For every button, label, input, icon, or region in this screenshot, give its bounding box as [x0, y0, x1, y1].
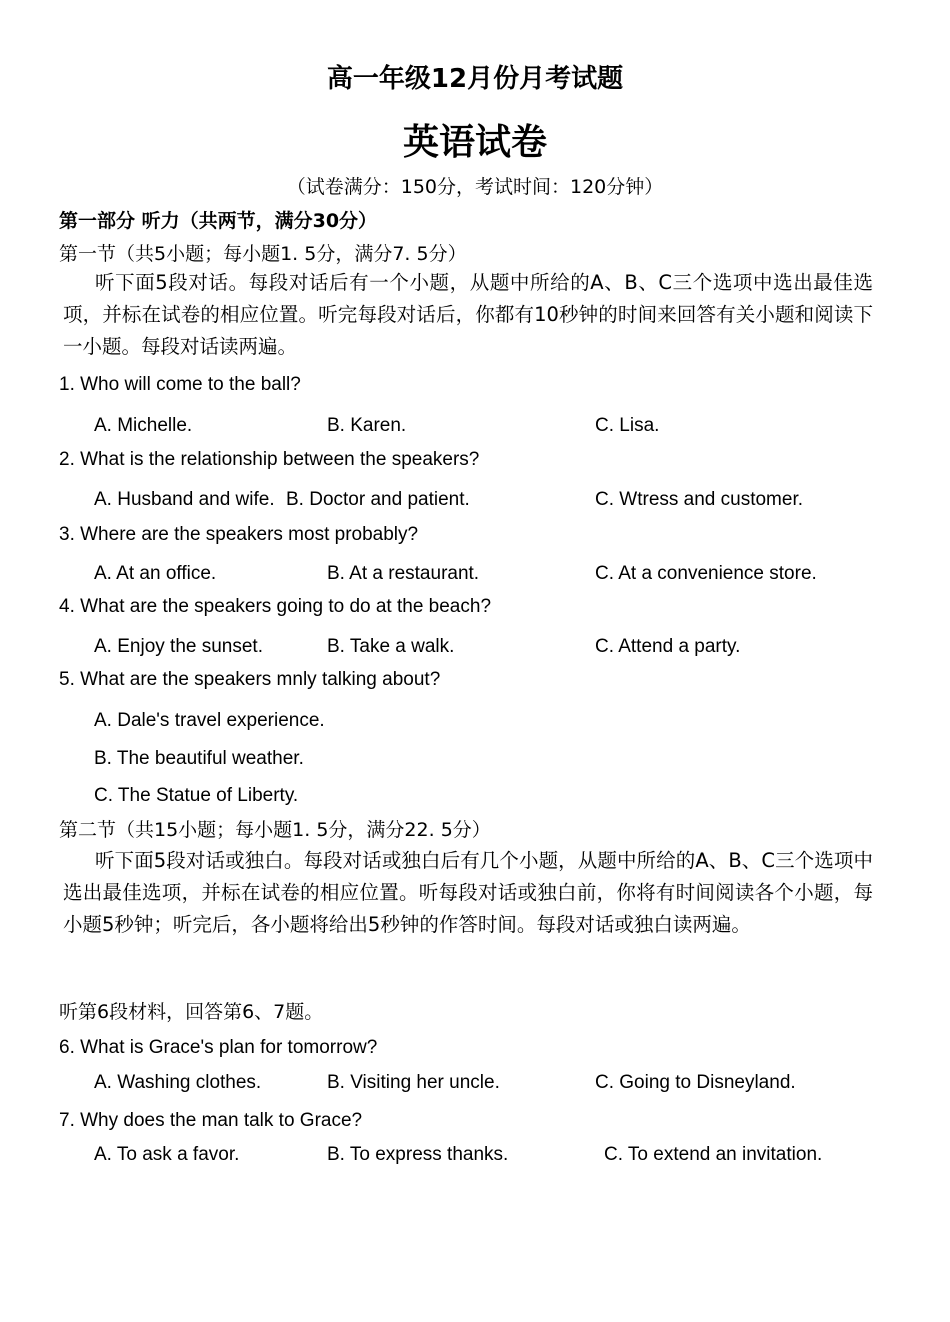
section-one-instructions: 听下面5段对话。每段对话后有一个小题，从题中所给的A、B、C三个选项中选出最佳选项，并标在试卷的相应位置。听完每段对话后，你都有10秒钟的时间来回答有关小题和阅读下一小题。每段对话读两遍。 [63, 271, 873, 358]
exam-title: 高一年级12月份月考试题 [326, 64, 624, 94]
question-3-option-a: A. At an office. [94, 563, 217, 584]
question-7-stem: 7. Why does the man talk to Grace? [59, 1110, 363, 1131]
question-7-option-c: C. To extend an invitation. [604, 1144, 823, 1165]
part-one-heading: 第一部分 听力（共两节，满分30分） [59, 210, 378, 232]
question-6-option-a: A. Washing clothes. [94, 1072, 262, 1093]
question-6-stem: 6. What is Grace's plan for tomorrow? [59, 1037, 378, 1058]
question-3-option-c: C. At a convenience store. [595, 563, 817, 584]
question-3-stem: 3. Where are the speakers most probably? [59, 524, 419, 545]
question-1-stem: 1. Who will come to the ball? [59, 374, 301, 395]
question-1-option-c: C. Lisa. [595, 415, 660, 436]
question-5-option-b: B. The beautiful weather. [94, 748, 304, 769]
question-4-option-c: C. Attend a party. [595, 636, 741, 657]
question-1-option-b: B. Karen. [327, 415, 407, 436]
exam-note: （试卷满分：150分，考试时间：120分钟） [286, 176, 664, 198]
exam-subject: 英语试卷 [402, 121, 547, 163]
question-4-option-b: B. Take a walk. [327, 636, 455, 657]
question-6-option-c: C. Going to Disneyland. [595, 1072, 796, 1093]
question-5-stem: 5. What are the speakers mnly talking about? [59, 669, 441, 690]
question-2-stem: 2. What is the relationship between the speakers? [59, 449, 480, 470]
section-two-instructions: 听下面5段对话或独白。每段对话或独白后有几个小题，从题中所给的A、B、C三个选项中选出最佳选项，并标在试卷的相应位置。听每段对话或独白前，你将有时间阅读各个小题，每小题5秒钟；听完后，各小题将给出5秒钟的作答时间。每段对话或独白读两遍。 [63, 849, 873, 936]
section-two-heading: 第二节（共15小题；每小题1. 5分，满分22. 5分） [59, 819, 491, 841]
question-4-stem: 4. What are the speakers going to do at the beach? [59, 596, 492, 617]
question-7-option-a: A. To ask a favor. [94, 1144, 240, 1165]
section-one-heading: 第一节（共5小题；每小题1. 5分，满分7. 5分） [59, 243, 467, 265]
question-2-option-c: C. Wtress and customer. [595, 489, 804, 510]
material-6-note: 听第6段材料，回答第6、7题。 [59, 1001, 324, 1023]
question-5-option-c: C. The Statue of Liberty. [94, 785, 299, 806]
question-2-option-b: B. Doctor and patient. [286, 489, 470, 510]
question-2-option-a: A. Husband and wife. [94, 489, 275, 510]
question-1-option-a: A. Michelle. [94, 415, 193, 436]
question-3-option-b: B. At a restaurant. [327, 563, 480, 584]
question-5-option-a: A. Dale's travel experience. [94, 710, 325, 731]
question-7-option-b: B. To express thanks. [327, 1144, 509, 1165]
question-4-option-a: A. Enjoy the sunset. [94, 636, 263, 657]
question-6-option-b: B. Visiting her uncle. [327, 1072, 500, 1093]
